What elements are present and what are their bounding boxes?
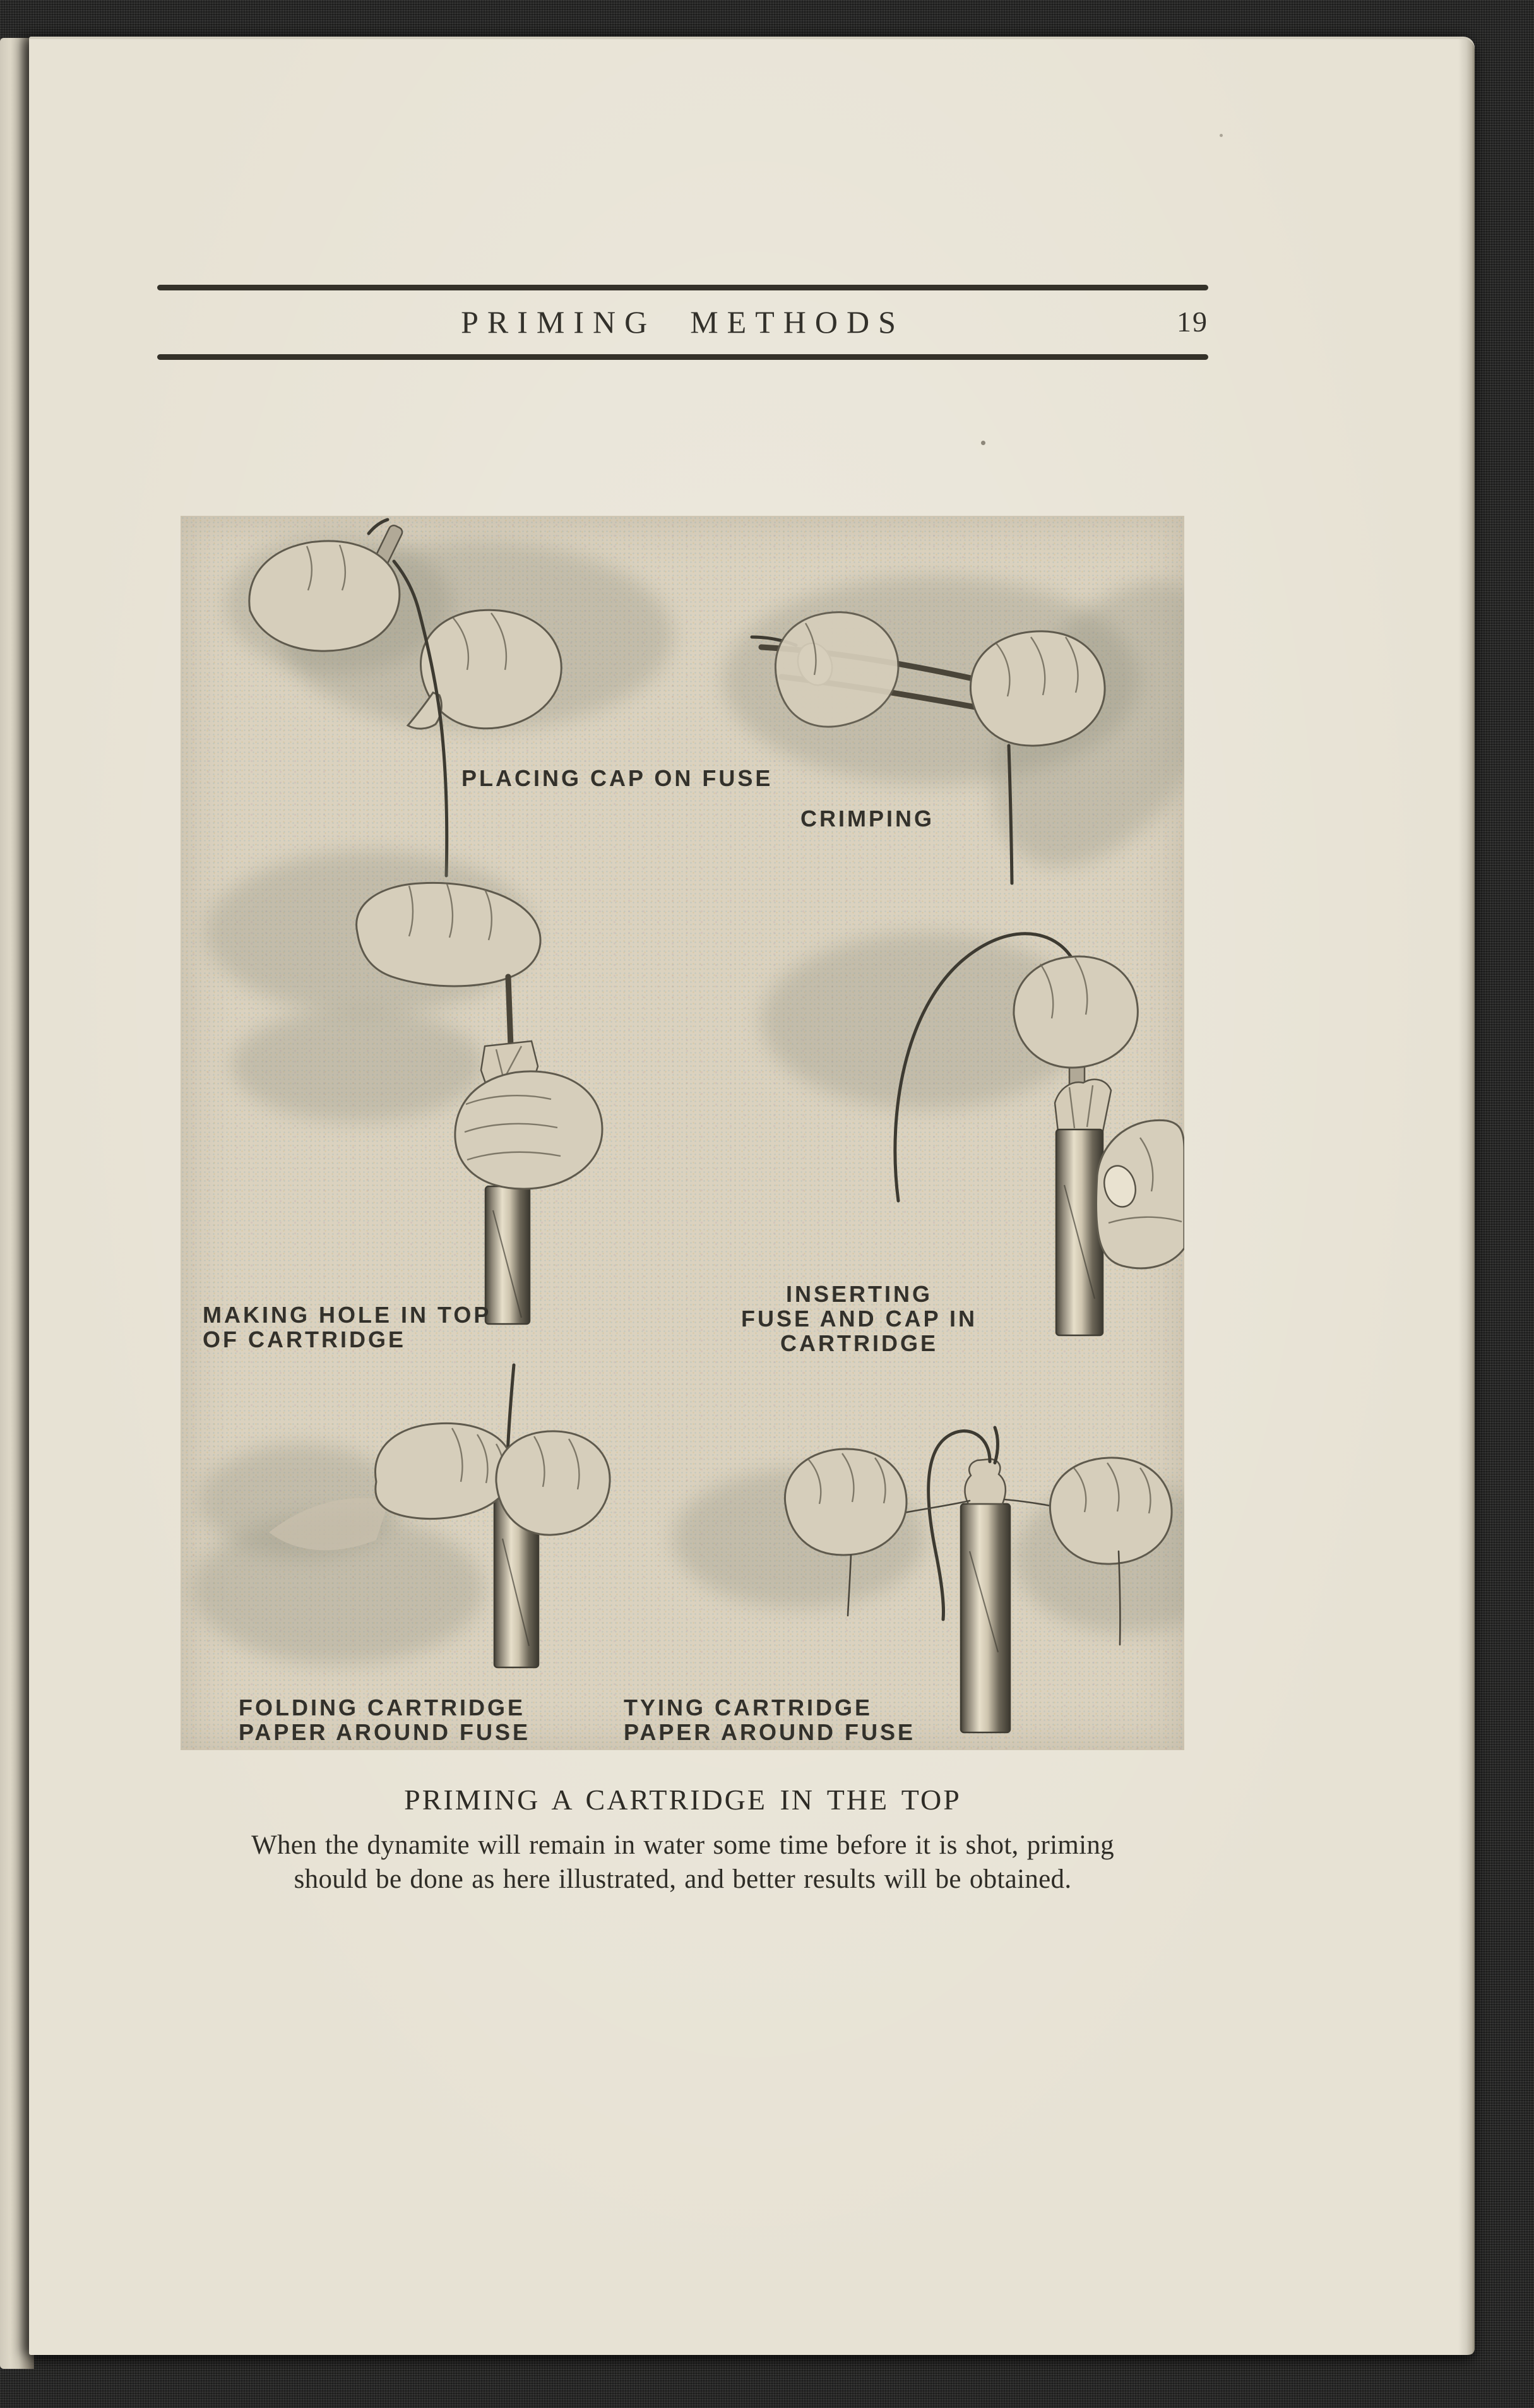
paper-speck bbox=[981, 441, 985, 445]
label-line: CARTRIDGE bbox=[780, 1330, 938, 1356]
upper-hand bbox=[1014, 957, 1138, 1068]
label-line: TYING CARTRIDGE bbox=[624, 1695, 873, 1720]
label-tying-paper bbox=[624, 1695, 915, 1744]
cartridge bbox=[485, 1186, 530, 1324]
punch-stick bbox=[508, 977, 511, 1046]
left-hand bbox=[249, 541, 400, 651]
label-line: INSERTING bbox=[785, 1281, 932, 1307]
description-line-1: When the dynamite will remain in water some time before it is shot, priming bbox=[251, 1830, 1114, 1860]
page-header bbox=[157, 303, 1208, 341]
left-fist bbox=[785, 1449, 907, 1555]
figure-folding-paper bbox=[193, 1365, 610, 1667]
right-hand bbox=[496, 1431, 610, 1535]
fuse-line bbox=[508, 1365, 514, 1455]
fuse-end bbox=[995, 1428, 998, 1463]
cartridge-flared-top bbox=[1055, 1080, 1111, 1131]
label-line: MAKING HOLE IN TOP bbox=[203, 1302, 492, 1328]
figure-placing-cap-on-fuse bbox=[225, 520, 673, 876]
label-line: PLACING CAP ON FUSE bbox=[461, 765, 773, 791]
left-hand bbox=[375, 1423, 513, 1518]
label-placing-cap-on-fuse bbox=[461, 766, 773, 790]
book-page bbox=[29, 37, 1475, 2355]
label-inserting-fuse bbox=[720, 1282, 998, 1356]
cartridge bbox=[961, 1504, 1010, 1732]
figure-making-hole bbox=[206, 850, 602, 1324]
figure-crimping bbox=[723, 540, 1184, 909]
label-line: PAPER AROUND FUSE bbox=[239, 1719, 531, 1745]
figure-caption: PRIMING A CARTRIDGE IN THE TOP bbox=[404, 1784, 961, 1816]
right-fist bbox=[1050, 1458, 1172, 1564]
gripping-fist bbox=[455, 1071, 602, 1189]
cartridge-neck-twist bbox=[965, 1459, 1005, 1504]
page-title: PRIMING METHODS bbox=[461, 304, 905, 340]
label-line: FUSE AND CAP IN bbox=[740, 1306, 978, 1332]
label-line: OF CARTRIDGE bbox=[203, 1326, 406, 1352]
label-line: CRIMPING bbox=[800, 806, 934, 831]
header-rule-bottom bbox=[157, 354, 1208, 360]
header-rule-top bbox=[157, 285, 1208, 290]
label-line: PAPER AROUND FUSE bbox=[624, 1719, 916, 1745]
label-making-hole bbox=[203, 1302, 491, 1352]
soft-shadow bbox=[231, 1008, 484, 1122]
figure-inserting-fuse bbox=[761, 933, 1184, 1335]
label-crimping bbox=[800, 806, 934, 831]
cartridge bbox=[1056, 1129, 1103, 1335]
page-number: 19 bbox=[1177, 306, 1208, 338]
halftone-illustration bbox=[181, 516, 1184, 1750]
paper-speck bbox=[1220, 134, 1223, 137]
fuse-line bbox=[369, 520, 388, 533]
illustration-panel bbox=[181, 516, 1184, 1750]
figure-tying-paper bbox=[673, 1428, 1184, 1732]
label-line: FOLDING CARTRIDGE bbox=[239, 1695, 525, 1720]
label-folding-paper bbox=[239, 1695, 530, 1744]
description-line-2: should be done as here illustrated, and better results will be obtained. bbox=[294, 1864, 1072, 1894]
